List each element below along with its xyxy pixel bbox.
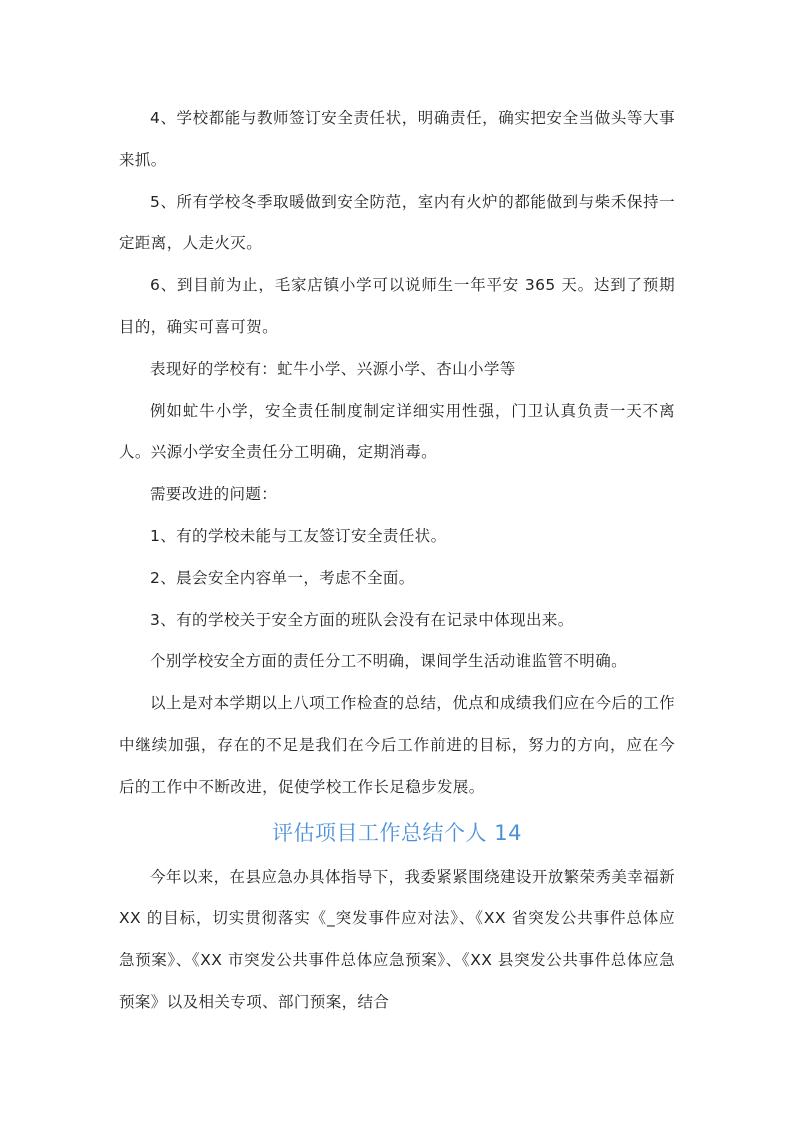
paragraph: 个别学校安全方面的责任分工不明确，课间学生活动谁监管不明确。 xyxy=(150,652,628,671)
paragraph: 3、有的学校关于安全方面的班队会没有在记录中体现出来。 xyxy=(150,610,574,629)
paragraph: 1、有的学校未能与工友签订安全责任状。 xyxy=(150,526,447,545)
paragraph: 4、学校都能与教师签订安全责任状，明确责任，确实把安全当做头等大事来抓。 xyxy=(119,109,675,169)
paragraph: 2、晨会安全内容单一，考虑不全面。 xyxy=(150,568,415,587)
paragraph: 以上是对本学期以上八项工作检查的总结，优点和成绩我们应在今后的工作中继续加强，存在的不足是我们在今后工作前进的目标，努力的方向，应在今后的工作中不断改进，促使学校工作长足稳步发展。 xyxy=(119,694,675,796)
paragraph: 今年以来，在县应急办具体指导下，我委紧紧围绕建设开放繁荣秀美幸福新 XX 的目标，切实贯彻落实《_突发事件应对法》、《XX 省突发公共事件总体应急预案》、《XX 市突发公共事件总体应急预案》、《XX 县突发公共事件总体应急预案》以及相关专项、部门预案，结合 xyxy=(119,867,675,1011)
paragraph: 表现好的学校有：虻牛小学、兴源小学、杏山小学等 xyxy=(150,359,516,378)
paragraph: 需要改进的问题： xyxy=(150,485,278,504)
document-body xyxy=(119,98,675,1024)
paragraph: 5、所有学校冬季取暖做到安全防范，室内有火炉的都能做到与柴禾保持一定距离，人走火灭。 xyxy=(119,192,675,253)
paragraph: 6、到目前为止，毛家店镇小学可以说师生一年平安 365 天。达到了预期目的，确实可喜可贺。 xyxy=(119,276,675,336)
paragraph: 例如虻牛小学，安全责任制度制定详细实用性强，门卫认真负责一天不离人。兴源小学安全责任分工明确，定期消毒。 xyxy=(119,401,675,462)
section-heading: 评估项目工作总结个人 14 xyxy=(272,820,522,845)
